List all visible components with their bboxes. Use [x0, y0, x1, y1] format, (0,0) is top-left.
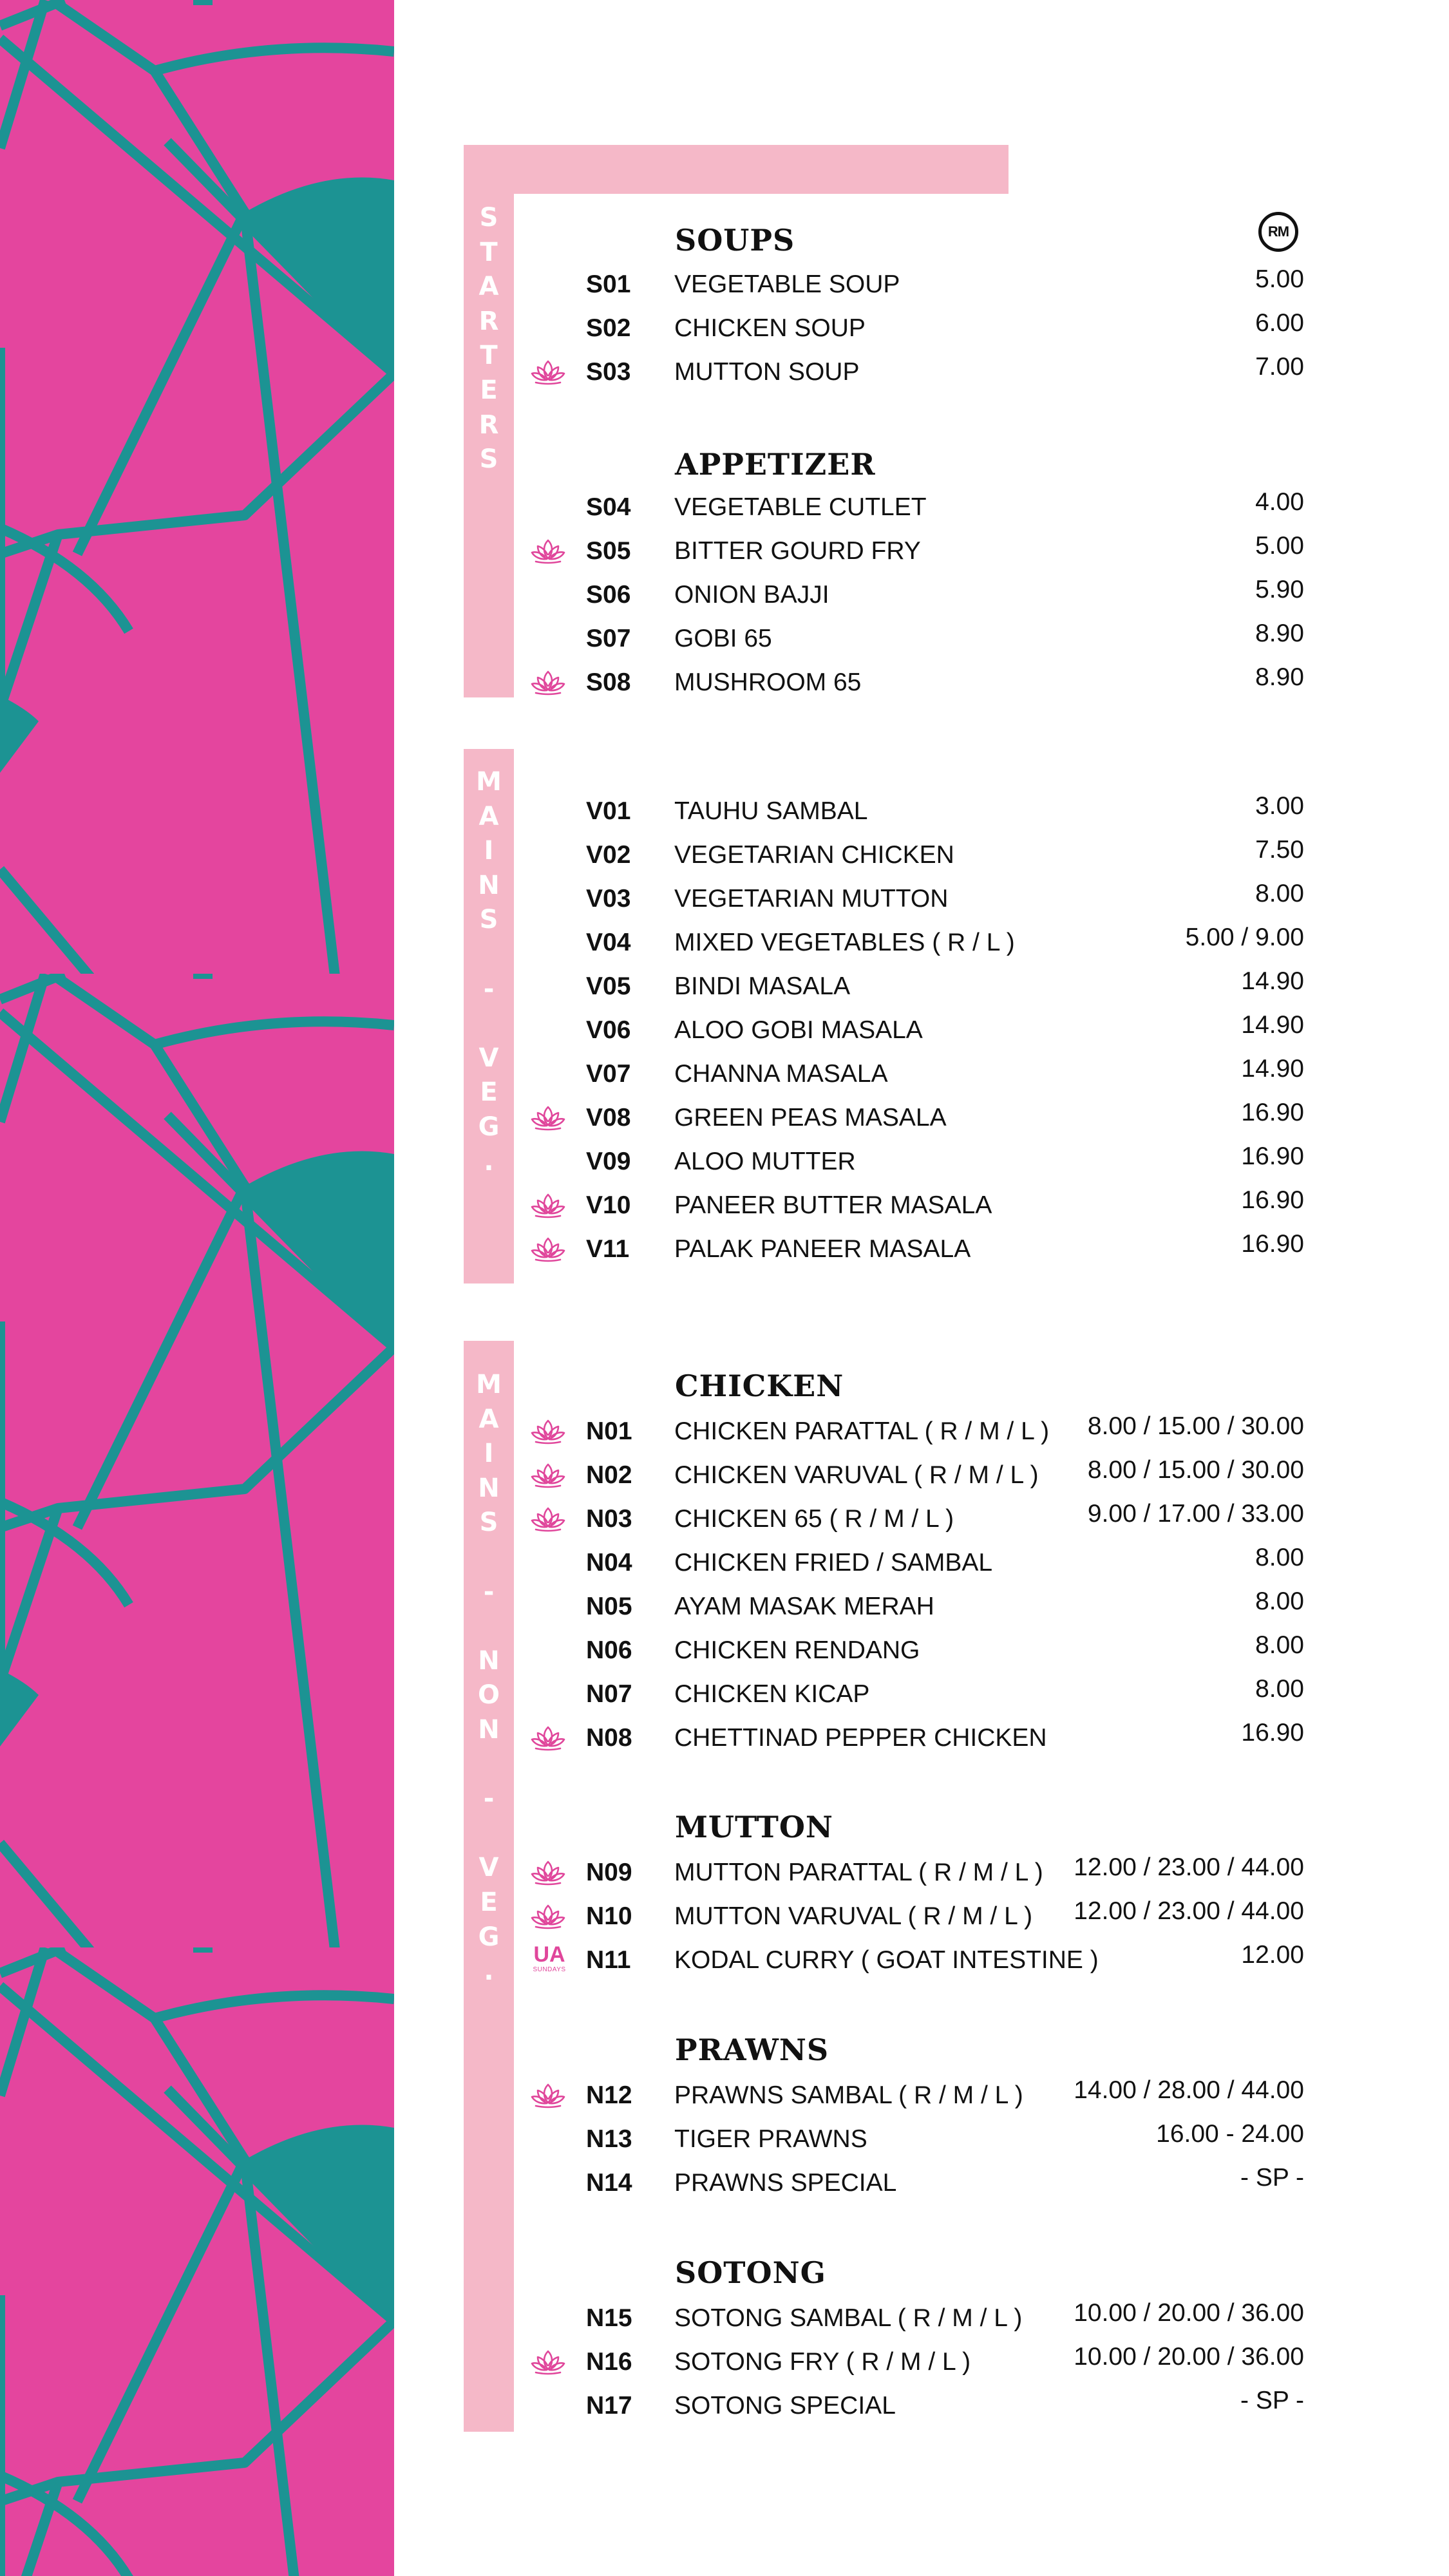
item-price: 16.90 — [1241, 1719, 1304, 1747]
lotus-icon — [529, 1461, 567, 1489]
item-name: MUSHROOM 65 — [674, 668, 862, 696]
section-label-letter: N — [478, 1645, 500, 1676]
section-label-letter: N — [478, 870, 500, 900]
section-label-letter: M — [476, 1370, 502, 1399]
item-name: GREEN PEAS MASALA — [674, 1104, 947, 1132]
item-code: V01 — [586, 797, 631, 825]
item-price: 14.00 / 28.00 / 44.00 — [1074, 2076, 1304, 2104]
menu-item-row — [0, 1184, 1449, 1228]
group-title-sotong: SOTONG — [675, 2255, 826, 2290]
lotus-icon — [529, 668, 567, 696]
menu-item-row — [0, 1498, 1449, 1542]
item-code: S04 — [586, 493, 631, 521]
item-code: S01 — [586, 270, 631, 298]
ua-sundays-badge — [527, 1943, 572, 1974]
item-price: 14.90 — [1241, 1055, 1304, 1083]
item-code: N13 — [586, 2125, 632, 2153]
lotus-icon — [529, 2347, 567, 2376]
item-price: 14.90 — [1241, 967, 1304, 995]
section-label-letter: S — [479, 444, 498, 475]
section-label-letter: E — [480, 1077, 498, 1108]
section-label-letter: A — [478, 272, 499, 302]
item-price: 5.00 — [1255, 532, 1304, 560]
item-name: BINDI MASALA — [674, 972, 851, 1000]
item-price: 5.00 / 9.00 — [1185, 923, 1304, 951]
item-code: S05 — [586, 537, 631, 565]
item-code: S03 — [586, 358, 631, 386]
item-name: TIGER PRAWNS — [674, 2125, 867, 2153]
item-code: N14 — [586, 2169, 632, 2197]
section-label-letter — [484, 1817, 493, 1852]
ua-badge-main: UA — [533, 1942, 565, 1967]
lotus-icon — [529, 1103, 567, 1132]
item-price: 7.00 — [1255, 353, 1304, 381]
menu-item-row — [0, 2385, 1449, 2429]
item-price: 5.00 — [1255, 265, 1304, 293]
item-name: PRAWNS SPECIAL — [674, 2169, 897, 2197]
item-name: CHICKEN RENDANG — [674, 1636, 920, 1664]
item-code: V08 — [586, 1104, 631, 1132]
menu-item-row — [0, 965, 1449, 1009]
item-name: PRAWNS SAMBAL ( R / M / L ) — [674, 2081, 1023, 2109]
item-price: 8.00 — [1255, 880, 1304, 907]
section-label-letter: N — [478, 1714, 500, 1745]
item-code: N08 — [586, 1724, 632, 1752]
item-name: CHICKEN FRIED / SAMBAL — [674, 1549, 993, 1577]
item-name: GOBI 65 — [674, 625, 772, 652]
menu-item-row — [0, 1009, 1449, 1053]
section-label-letter: V — [478, 1043, 499, 1073]
group-title-appetizer: APPETIZER — [675, 447, 876, 482]
section-label-letter: T — [480, 341, 498, 371]
item-name: CHETTINAD PEPPER CHICKEN — [674, 1724, 1047, 1752]
item-code: S07 — [586, 625, 631, 652]
item-code: N07 — [586, 1680, 632, 1708]
lotus-icon — [529, 1191, 567, 1219]
section-label-letter: - — [483, 974, 495, 1004]
item-code: N12 — [586, 2081, 632, 2109]
item-name: MUTTON PARATTAL ( R / M / L ) — [674, 1859, 1043, 1886]
item-code: V07 — [586, 1060, 631, 1088]
section-label-letter: O — [477, 1680, 500, 1710]
menu-item-row — [0, 1542, 1449, 1586]
item-code: S06 — [586, 581, 631, 609]
section-label-letter: R — [478, 410, 499, 440]
menu-item-row — [0, 878, 1449, 922]
item-name: CHICKEN VARUVAL ( R / M / L ) — [674, 1461, 1039, 1489]
menu-item-row — [0, 1673, 1449, 1717]
lotus-icon — [529, 1235, 567, 1263]
item-price: 8.00 / 15.00 / 30.00 — [1087, 1412, 1304, 1440]
item-price: 12.00 / 23.00 / 44.00 — [1074, 1897, 1304, 1925]
item-name: VEGETARIAN MUTTON — [674, 885, 949, 913]
item-price: 4.00 — [1255, 488, 1304, 516]
lotus-icon — [529, 357, 567, 386]
lotus-icon — [529, 1417, 567, 1445]
menu-item-row — [0, 351, 1449, 395]
item-name: MUTTON VARUVAL ( R / M / L ) — [674, 1902, 1033, 1930]
item-code: N17 — [586, 2392, 632, 2420]
item-price: 8.90 — [1255, 663, 1304, 691]
menu-item-row — [0, 486, 1449, 530]
item-code: N02 — [586, 1461, 632, 1489]
item-code: N03 — [586, 1505, 632, 1533]
item-price: 5.90 — [1255, 576, 1304, 603]
lotus-icon — [529, 1902, 567, 1930]
item-code: V05 — [586, 972, 631, 1000]
section-label-letter: E — [480, 375, 498, 405]
item-code: S08 — [586, 668, 631, 696]
menu-item-row — [0, 574, 1449, 618]
section-label-letter: A — [478, 1404, 499, 1434]
menu-item-row — [0, 922, 1449, 965]
item-price: 6.00 — [1255, 309, 1304, 337]
item-price: 16.90 — [1241, 1099, 1304, 1126]
item-price: - SP - — [1240, 2164, 1304, 2192]
item-name: MIXED VEGETABLES ( R / L ) — [674, 929, 1015, 956]
section-label-letter: T — [480, 237, 498, 267]
item-code: N15 — [586, 2304, 632, 2332]
item-name: KODAL CURRY ( GOAT INTESTINE ) — [674, 1946, 1099, 1974]
item-price: 10.00 / 20.00 / 36.00 — [1074, 2299, 1304, 2327]
item-code: V11 — [586, 1235, 630, 1263]
menu-item-row — [0, 1410, 1449, 1454]
item-price: - SP - — [1240, 2387, 1304, 2414]
menu-item-row — [0, 1629, 1449, 1673]
item-name: BITTER GOURD FRY — [674, 537, 921, 565]
section-label-letter: G — [478, 1112, 500, 1142]
section-label-letter: G — [478, 1922, 500, 1952]
menu-item-row — [0, 307, 1449, 351]
ua-badge-sub: SUNDAYS — [533, 1966, 566, 1973]
item-price: 8.00 / 15.00 / 30.00 — [1087, 1456, 1304, 1484]
section-label-letter: S — [479, 203, 498, 232]
item-price: 10.00 / 20.00 / 36.00 — [1074, 2343, 1304, 2371]
lotus-icon — [529, 1858, 567, 1886]
item-name: ONION BAJJI — [674, 581, 829, 609]
section-label-letter: I — [484, 1439, 494, 1469]
item-price: 16.90 — [1241, 1142, 1304, 1170]
item-code: V02 — [586, 841, 631, 869]
item-code: V04 — [586, 929, 631, 956]
group-title-chicken: CHICKEN — [675, 1368, 844, 1403]
item-price: 12.00 / 23.00 / 44.00 — [1074, 1853, 1304, 1881]
item-name: VEGETABLE SOUP — [674, 270, 900, 298]
item-name: ALOO GOBI MASALA — [674, 1016, 923, 1044]
item-price: 16.90 — [1241, 1230, 1304, 1258]
item-code: V06 — [586, 1016, 631, 1044]
menu-item-row — [0, 1454, 1449, 1498]
menu-item-row — [0, 661, 1449, 705]
item-code: V10 — [586, 1191, 631, 1219]
menu-item-row — [0, 834, 1449, 878]
item-price: 8.90 — [1255, 620, 1304, 647]
menu-item-row — [0, 2162, 1449, 2206]
menu-item-row — [0, 1586, 1449, 1629]
menu-item-row — [0, 790, 1449, 834]
lotus-icon — [529, 2081, 567, 2109]
menu-item-row — [0, 618, 1449, 661]
section-label-letter: R — [478, 306, 499, 336]
currency-badge: RM — [1258, 212, 1298, 252]
section-label-letter: I — [484, 836, 494, 866]
group-title-soups: SOUPS — [675, 223, 795, 258]
menu-item-row — [0, 530, 1449, 574]
item-name: SOTONG SAMBAL ( R / M / L ) — [674, 2304, 1023, 2332]
lotus-icon — [529, 1723, 567, 1752]
item-price: 14.90 — [1241, 1011, 1304, 1039]
item-price: 16.00 - 24.00 — [1156, 2120, 1304, 2148]
item-code: V09 — [586, 1148, 631, 1175]
section-label-letter: - — [483, 1784, 495, 1814]
item-code: N16 — [586, 2348, 632, 2376]
lotus-icon — [529, 1504, 567, 1533]
item-name: PALAK PANEER MASALA — [674, 1235, 971, 1263]
item-name: CHANNA MASALA — [674, 1060, 888, 1088]
item-name: SOTONG FRY ( R / M / L ) — [674, 2348, 971, 2376]
group-title-prawns: PRAWNS — [675, 2032, 829, 2067]
item-name: AYAM MASAK MERAH — [674, 1593, 934, 1620]
item-code: N04 — [586, 1549, 632, 1577]
menu-item-row — [0, 1097, 1449, 1141]
section-label-letter: . — [484, 1146, 494, 1177]
section-label-letter: N — [478, 1473, 500, 1503]
item-code: N05 — [586, 1593, 632, 1620]
section-label-letter: A — [478, 801, 499, 831]
item-price: 8.00 — [1255, 1544, 1304, 1571]
section-label-letter: - — [483, 1577, 495, 1607]
menu-item-row — [0, 1228, 1449, 1272]
lotus-icon — [529, 536, 567, 565]
item-name: TAUHU SAMBAL — [674, 797, 868, 825]
item-price: 8.00 — [1255, 1675, 1304, 1703]
item-price: 8.00 — [1255, 1631, 1304, 1659]
item-name: CHICKEN SOUP — [674, 314, 866, 342]
item-price: 8.00 — [1255, 1587, 1304, 1615]
section-label-letter: E — [480, 1887, 498, 1917]
group-title-mutton: MUTTON — [675, 1810, 833, 1844]
item-name: CHICKEN 65 ( R / M / L ) — [674, 1505, 954, 1533]
starters-top-bar — [464, 145, 1009, 194]
item-name: CHICKEN KICAP — [674, 1680, 870, 1708]
menu-item-row — [0, 1895, 1449, 1939]
menu-item-row — [0, 2341, 1449, 2385]
menu-item-row — [0, 1141, 1449, 1184]
menu-item-row — [0, 2074, 1449, 2118]
item-price: 3.00 — [1255, 792, 1304, 820]
section-label-letter: S — [479, 905, 498, 935]
section-label-letter: V — [478, 1853, 499, 1883]
item-price: 16.90 — [1241, 1186, 1304, 1214]
item-code: N06 — [586, 1636, 632, 1664]
section-label-letter: M — [476, 767, 502, 797]
item-price: 9.00 / 17.00 / 33.00 — [1087, 1500, 1304, 1528]
menu-item-row — [0, 2118, 1449, 2162]
item-code: S02 — [586, 314, 631, 342]
menu-item-row — [0, 2297, 1449, 2341]
menu-item-row — [0, 1852, 1449, 1895]
menu-item-row — [0, 1939, 1449, 1983]
item-name: SOTONG SPECIAL — [674, 2392, 896, 2420]
item-name: CHICKEN PARATTAL ( R / M / L ) — [674, 1417, 1050, 1445]
item-name: ALOO MUTTER — [674, 1148, 856, 1175]
menu-item-row — [0, 263, 1449, 307]
menu-item-row — [0, 1717, 1449, 1761]
item-price: 12.00 — [1241, 1941, 1304, 1969]
item-name: MUTTON SOUP — [674, 358, 860, 386]
item-code: V03 — [586, 885, 631, 913]
menu-item-row — [0, 1053, 1449, 1097]
item-name: VEGETARIAN CHICKEN — [674, 841, 954, 869]
item-name: PANEER BUTTER MASALA — [674, 1191, 992, 1219]
item-code: N10 — [586, 1902, 632, 1930]
item-name: VEGETABLE CUTLET — [674, 493, 927, 521]
item-price: 7.50 — [1255, 836, 1304, 864]
section-label-letter: . — [484, 1956, 494, 1987]
item-code: N11 — [586, 1946, 631, 1974]
item-code: N01 — [586, 1417, 632, 1445]
item-code: N09 — [586, 1859, 632, 1886]
section-label-letter: S — [479, 1508, 498, 1538]
